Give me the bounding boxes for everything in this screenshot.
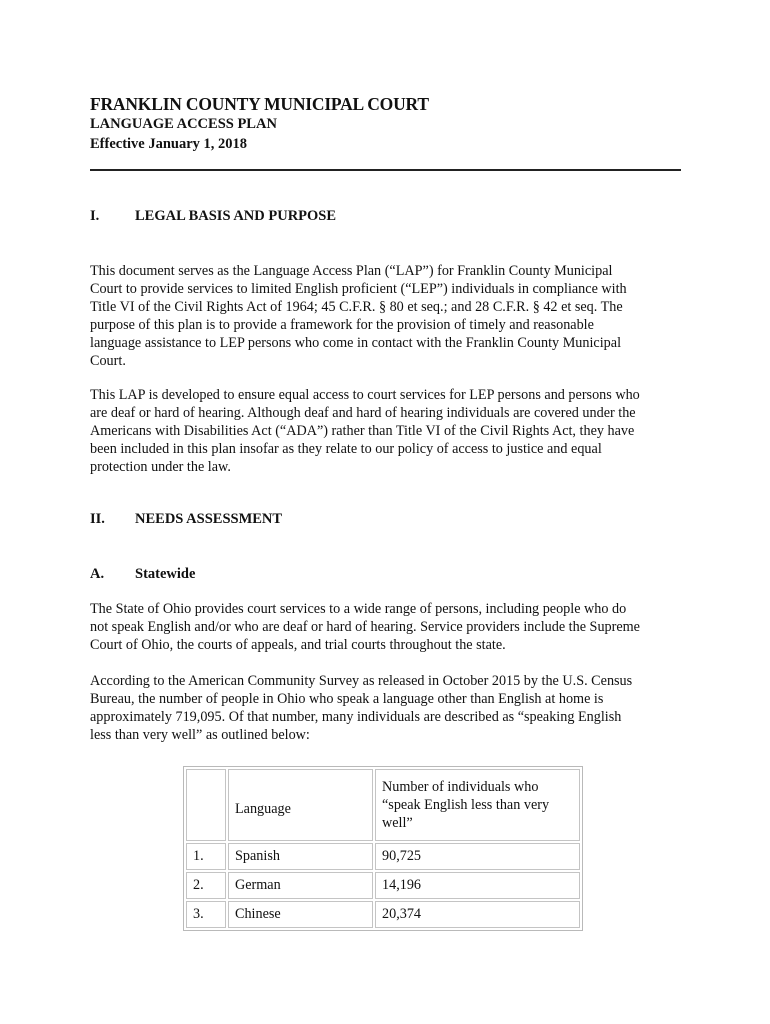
language-statistics-table — [183, 766, 583, 931]
text-line: not speak English and/or who are deaf or hard of hearing. Service providers include the Supreme — [90, 619, 640, 635]
header-count-cell — [375, 769, 580, 841]
header-language-cell: Language — [228, 769, 373, 841]
row-count-cell: 20,374 — [375, 901, 580, 928]
text-line: Bureau, the number of people in Ohio who speak a language other than English at home is — [90, 691, 604, 707]
table-row — [186, 843, 580, 870]
text-line: This LAP is developed to ensure equal access to court services for LEP persons and persons who — [90, 387, 640, 403]
subsection-number: A. — [90, 566, 105, 582]
section-number: II. — [90, 511, 105, 527]
table-row — [186, 901, 580, 928]
text-line: Court of Ohio, the courts of appeals, and trial courts throughout the state. — [90, 637, 506, 653]
text-line: been included in this plan insofar as they relate to our policy of access to justice and equal — [90, 441, 602, 457]
header-index-cell — [186, 769, 226, 841]
plan-title: LANGUAGE ACCESS PLAN — [90, 116, 277, 132]
court-title: FRANKLIN COUNTY MUNICIPAL COURT — [90, 94, 429, 114]
text-line: protection under the law. — [90, 459, 231, 475]
text-line: purpose of this plan is to provide a framework for the provision of timely and reasonable — [90, 317, 594, 333]
row-index-cell: 2. — [186, 872, 226, 899]
row-language-cell: German — [228, 872, 373, 899]
row-count-cell: 14,196 — [375, 872, 580, 899]
row-language-cell: Chinese — [228, 901, 373, 928]
text-line: Title VI of the Civil Rights Act of 1964; 45 C.F.R. § 80 et seq.; and 28 C.F.R. § 42 et seq. The — [90, 299, 623, 315]
row-count-cell: 90,725 — [375, 843, 580, 870]
section-heading-legal-basis — [90, 208, 336, 225]
text-line: Court. — [90, 353, 126, 369]
row-index-cell: 3. — [186, 901, 226, 928]
subsection-title: Statewide — [135, 566, 196, 582]
text-line: language assistance to LEP persons who come in contact with the Franklin County Municipal — [90, 335, 622, 351]
text-line: Americans with Disabilities Act (“ADA”) rather than Title VI of the Civil Rights Act, they have — [90, 423, 635, 439]
section-title: LEGAL BASIS AND PURPOSE — [135, 208, 337, 224]
text-line: This document serves as the Language Access Plan (“LAP”) for Franklin County Municipal — [90, 263, 613, 279]
section-number: I. — [90, 208, 100, 224]
table-header-row — [186, 769, 580, 841]
text-line: less than very well” as outlined below: — [90, 727, 310, 743]
header-count-line: “speak English less than very — [382, 797, 550, 813]
text-line: approximately 719,095. Of that number, many individuals are described as “speaking English — [90, 709, 622, 725]
paragraph-ohio-services — [90, 600, 690, 654]
paragraph-equal-access — [90, 386, 690, 476]
section-title: NEEDS ASSESSMENT — [135, 511, 283, 527]
row-language-cell: Spanish — [228, 843, 373, 870]
subsection-heading-statewide — [90, 566, 195, 583]
table-row — [186, 872, 580, 899]
text-line: According to the American Community Survey as released in October 2015 by the U.S. Census — [90, 673, 633, 689]
header-count-line: Number of individuals who — [382, 779, 539, 795]
row-index-cell: 1. — [186, 843, 226, 870]
header-count-line: well” — [382, 815, 413, 831]
header-divider — [90, 169, 681, 171]
text-line: The State of Ohio provides court services to a wide range of persons, including people who do — [90, 601, 627, 617]
paragraph-census-survey — [90, 672, 690, 744]
paragraph-lap-purpose — [90, 262, 690, 370]
text-line: are deaf or hard of hearing. Although deaf and hard of hearing individuals are covered under the — [90, 405, 636, 421]
section-heading-needs-assessment — [90, 511, 282, 528]
effective-date: Effective January 1, 2018 — [90, 136, 248, 152]
text-line: Court to provide services to limited English proficient (“LEP”) individuals in compliance with — [90, 281, 627, 297]
